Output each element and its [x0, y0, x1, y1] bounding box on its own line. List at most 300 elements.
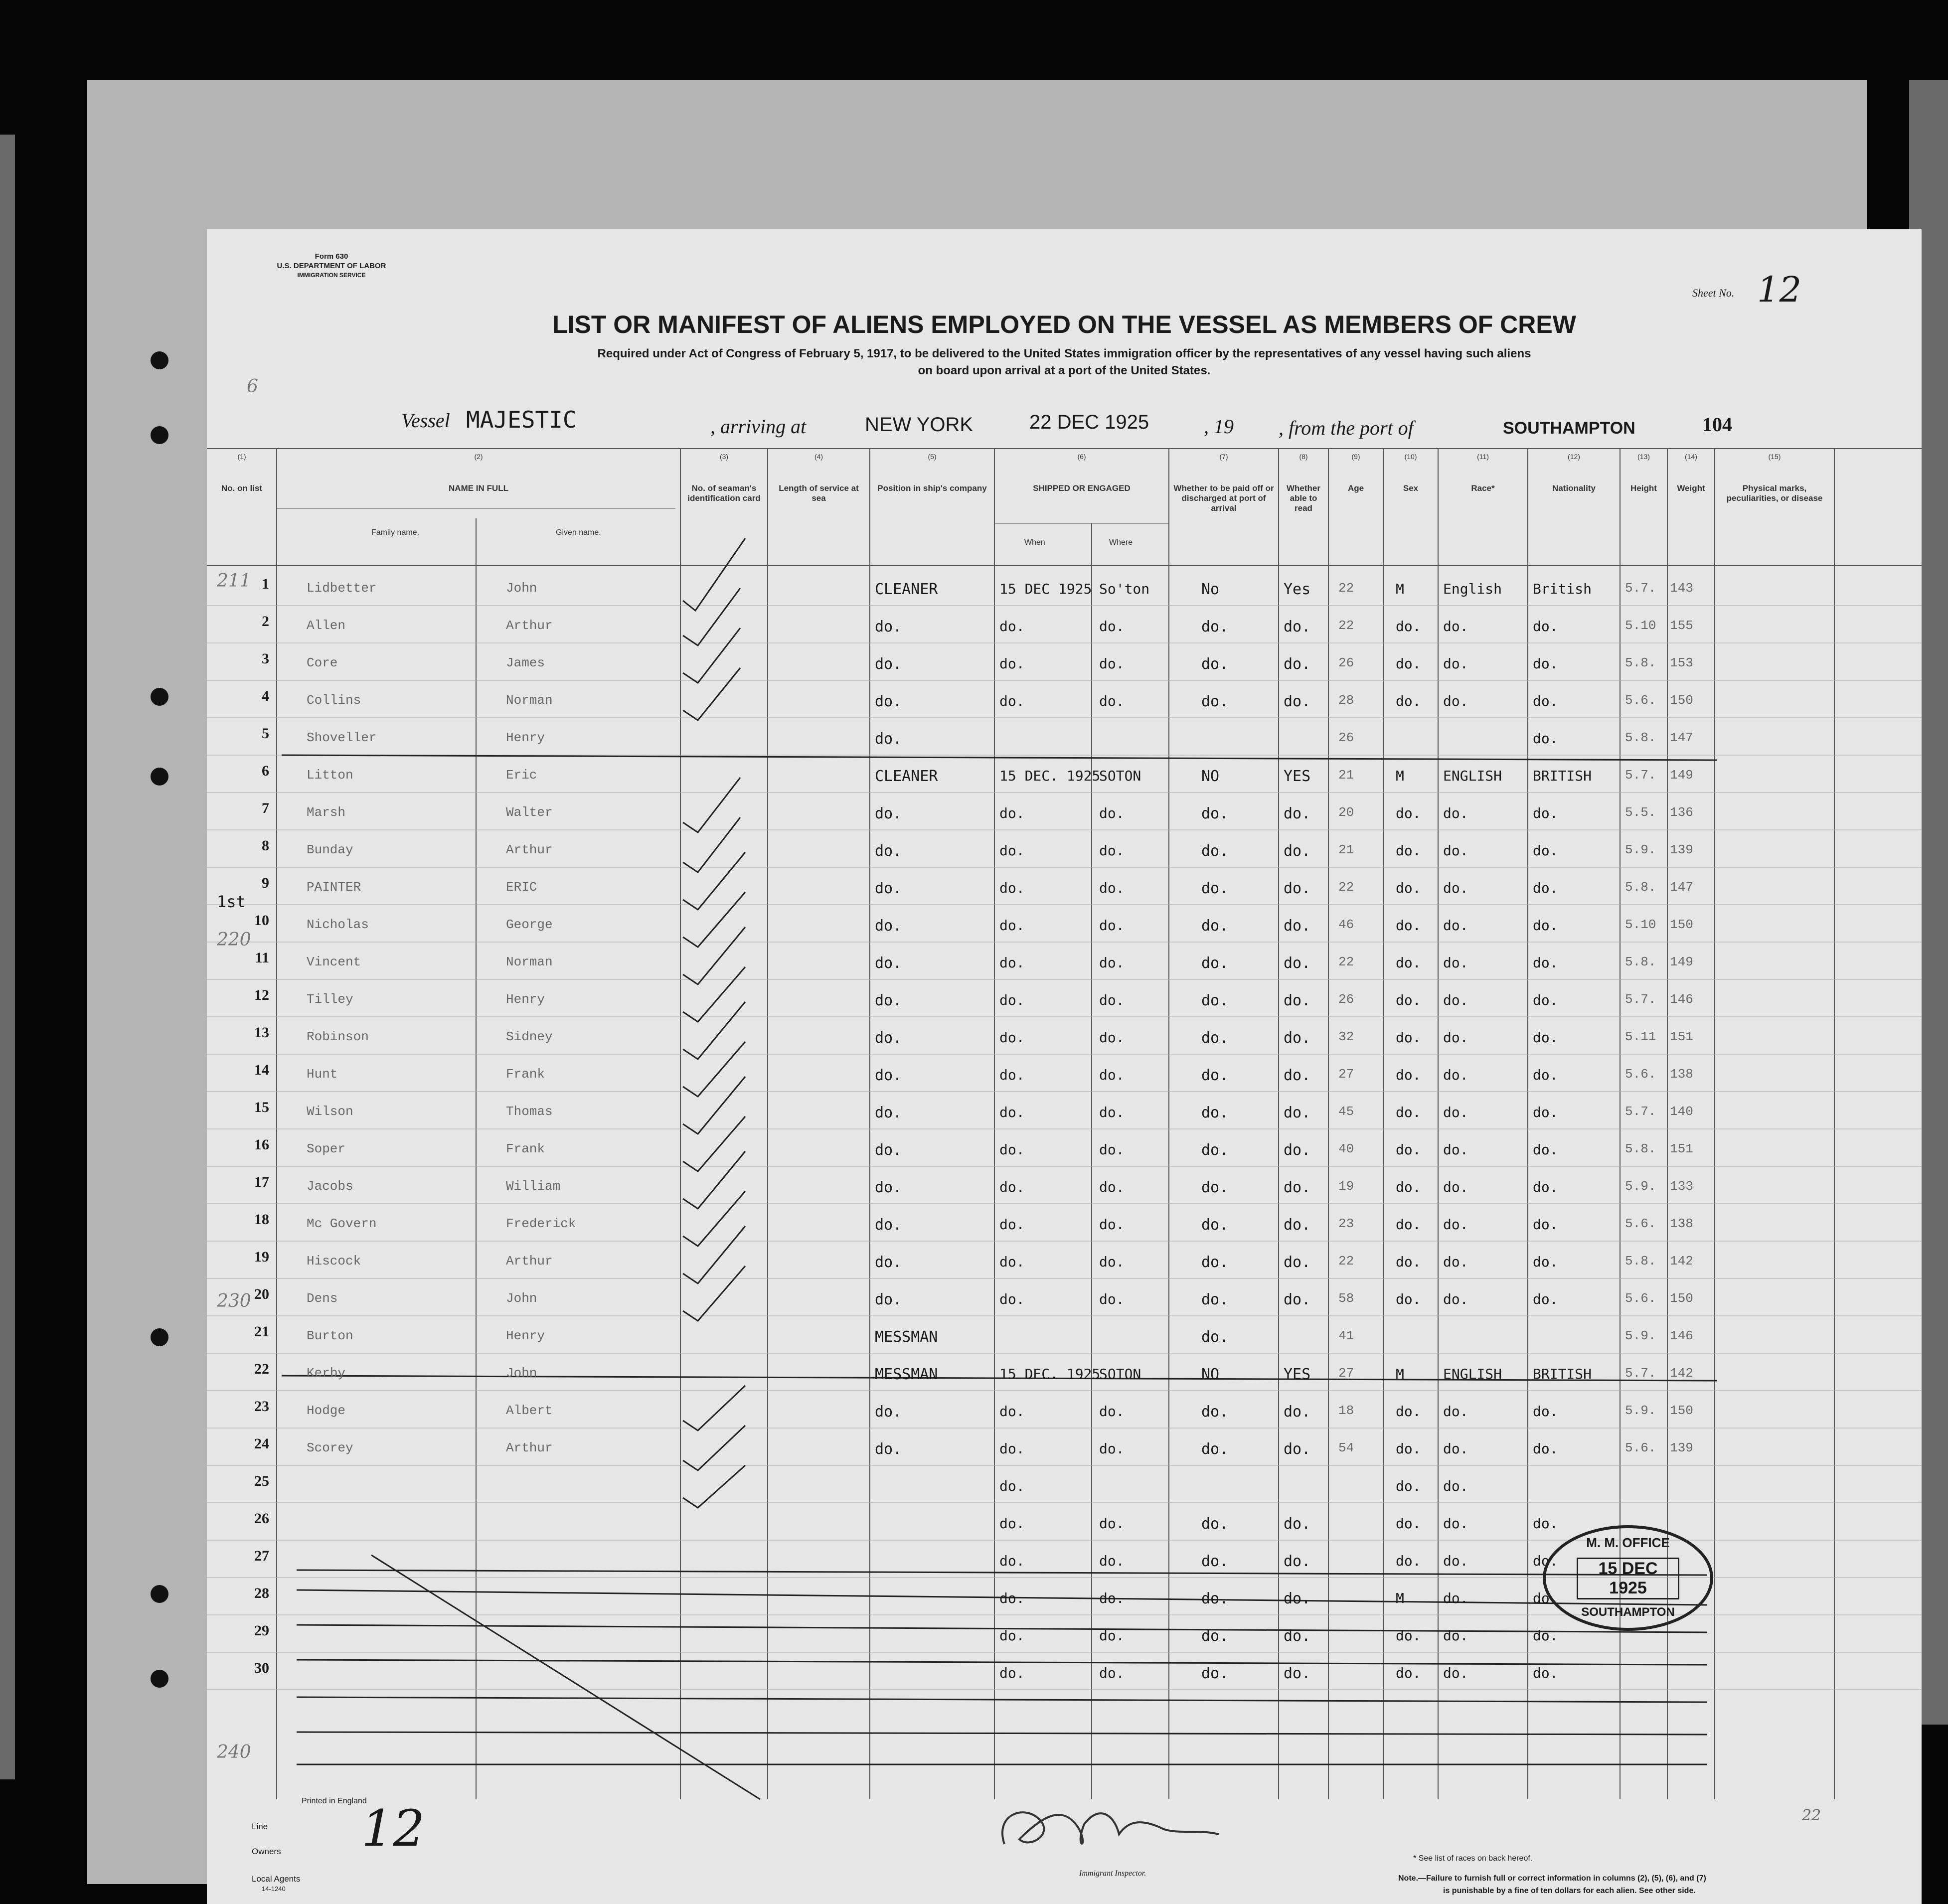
manifest-number: 104 — [1702, 413, 1732, 436]
row-weight: 146 — [1670, 992, 1693, 1007]
row-sex: do. — [1396, 1216, 1421, 1233]
row-race: do. — [1443, 1141, 1468, 1158]
margin-note-first: 1st — [217, 892, 246, 911]
row-age: 20 — [1338, 805, 1354, 820]
row-able-to-read: YES — [1284, 768, 1311, 785]
row-race: do. — [1443, 1067, 1468, 1083]
row-paid-off: do. — [1201, 1291, 1229, 1308]
row-nationality: do. — [1533, 1590, 1558, 1606]
row-nationality: do. — [1533, 805, 1558, 821]
row-sex: do. — [1396, 693, 1421, 709]
row-age: 22 — [1338, 880, 1354, 895]
row-age: 18 — [1338, 1403, 1354, 1418]
races-note: * See list of races on back hereof. — [1413, 1854, 1533, 1863]
row-age: 40 — [1338, 1141, 1354, 1156]
row-family-name: Wilson — [307, 1104, 353, 1119]
row-shipped-where: do. — [1099, 842, 1125, 859]
row-sex: do. — [1396, 1179, 1421, 1195]
column-number: (15) — [1768, 453, 1781, 461]
row-age: 26 — [1338, 730, 1354, 745]
row-family-name: Dens — [307, 1291, 338, 1306]
row-sex: M — [1396, 1590, 1404, 1606]
row-weight: 155 — [1670, 618, 1693, 633]
row-race: do. — [1443, 655, 1468, 672]
row-shipped-where: do. — [1099, 917, 1125, 934]
penalty-note-1: Note.—Failure to furnish full or correct information in columns (2), (5), (6), and (7) — [1398, 1874, 1706, 1883]
row-nationality: do. — [1533, 1515, 1558, 1532]
row-nationality: do. — [1533, 992, 1558, 1008]
row-position: do. — [875, 1029, 902, 1047]
row-height: 5.9. — [1625, 1179, 1656, 1194]
row-shipped-when: do. — [999, 1590, 1025, 1606]
row-nationality: do. — [1533, 842, 1558, 859]
row-able-to-read: do. — [1284, 1067, 1311, 1084]
row-height: 5.8. — [1625, 730, 1656, 745]
row-shipped-where: do. — [1099, 1627, 1125, 1644]
row-given-name: Eric — [506, 768, 537, 783]
row-weight: 142 — [1670, 1366, 1693, 1381]
row-shipped-where: do. — [1099, 1254, 1125, 1270]
row-race: do. — [1443, 1665, 1468, 1681]
row-able-to-read: do. — [1284, 1515, 1311, 1533]
row-height: 5.8. — [1625, 1254, 1656, 1269]
row-nationality: do. — [1533, 1553, 1558, 1569]
row-shipped-when: do. — [999, 1179, 1025, 1195]
row-paid-off: do. — [1201, 1328, 1229, 1346]
row-paid-off: do. — [1201, 1216, 1229, 1234]
printed-in-england: Printed in England — [302, 1797, 367, 1805]
row-height: 5.9. — [1625, 842, 1656, 857]
row-sex: do. — [1396, 1104, 1421, 1120]
row-race: do. — [1443, 1440, 1468, 1457]
row-able-to-read: do. — [1284, 1216, 1311, 1234]
inspector-label: Immigrant Inspector. — [1079, 1869, 1146, 1878]
row-shipped-where: do. — [1099, 1216, 1125, 1233]
margin-note-22: 22 — [1802, 1807, 1821, 1824]
column-number: (13) — [1637, 453, 1650, 461]
row-weight: 149 — [1670, 768, 1693, 783]
column-header: Weight — [1677, 483, 1705, 493]
row-given-name: Arthur — [506, 842, 553, 857]
vessel-label: Vessel — [401, 409, 450, 432]
row-sex: do. — [1396, 1254, 1421, 1270]
row-shipped-where: do. — [1099, 1665, 1125, 1681]
row-position: do. — [875, 954, 902, 972]
row-nationality: do. — [1533, 1440, 1558, 1457]
owners-label: Owners — [252, 1847, 281, 1856]
row-family-name: PAINTER — [307, 880, 361, 895]
inspector-signature — [984, 1784, 1234, 1864]
row-race: do. — [1443, 954, 1468, 971]
row-nationality: do. — [1533, 1291, 1558, 1307]
row-position: do. — [875, 992, 902, 1009]
row-weight: 146 — [1670, 1328, 1693, 1343]
row-paid-off: NO — [1201, 1366, 1220, 1383]
row-number: 28 — [254, 1585, 269, 1601]
row-family-name: Nicholas — [307, 917, 369, 932]
row-family-name: Tilley — [307, 992, 353, 1007]
row-race: do. — [1443, 842, 1468, 859]
row-weight: 150 — [1670, 917, 1693, 932]
row-able-to-read: Yes — [1284, 581, 1311, 598]
row-shipped-when: do. — [999, 1665, 1025, 1681]
row-paid-off: do. — [1201, 1590, 1229, 1607]
row-position: MESSMAN — [875, 1366, 938, 1383]
row-weight: 150 — [1670, 693, 1693, 708]
row-weight: 151 — [1670, 1029, 1693, 1044]
row-paid-off: do. — [1201, 655, 1229, 673]
column-header: Physical marks, peculiarities, or disease — [1726, 483, 1823, 503]
row-shipped-when: do. — [999, 992, 1025, 1008]
row-given-name: Thomas — [506, 1104, 553, 1119]
row-position: do. — [875, 618, 902, 635]
row-shipped-when: do. — [999, 1104, 1025, 1120]
row-age: 26 — [1338, 655, 1354, 670]
row-nationality: do. — [1533, 1665, 1558, 1681]
stamp-top-text: M. M. OFFICE — [1586, 1535, 1670, 1550]
row-number: 9 — [262, 875, 269, 891]
row-sex: do. — [1396, 1665, 1421, 1681]
column-number: (1) — [237, 453, 246, 461]
row-nationality: do. — [1533, 1179, 1558, 1195]
row-given-name: Sidney — [506, 1029, 553, 1044]
row-weight: 143 — [1670, 581, 1693, 596]
row-weight: 151 — [1670, 1141, 1693, 1156]
row-shipped-when: do. — [999, 693, 1025, 709]
column-number: (5) — [928, 453, 937, 461]
row-race: do. — [1443, 880, 1468, 896]
row-family-name: Robinson — [307, 1029, 369, 1044]
row-weight: 149 — [1670, 954, 1693, 969]
family-name-header: Family name. — [371, 528, 420, 537]
row-given-name: John — [506, 581, 537, 596]
row-height: 5.5. — [1625, 805, 1656, 820]
row-shipped-where: do. — [1099, 1141, 1125, 1158]
row-able-to-read: do. — [1284, 880, 1311, 897]
row-shipped-when: do. — [999, 1627, 1025, 1644]
row-paid-off: do. — [1201, 1104, 1229, 1121]
column-header: Whether to be paid off or discharged at port of arrival — [1173, 483, 1274, 513]
row-sex: M — [1396, 581, 1404, 597]
row-shipped-where: SOTON — [1099, 768, 1141, 784]
row-position: MESSMAN — [875, 1328, 938, 1346]
row-shipped-where: do. — [1099, 880, 1125, 896]
departure-port: SOUTHAMPTON — [1503, 419, 1635, 438]
row-sex: do. — [1396, 992, 1421, 1008]
row-nationality: do. — [1533, 618, 1558, 635]
row-number: 12 — [254, 987, 269, 1003]
mm-office-stamp — [1543, 1525, 1713, 1631]
row-height: 5.7. — [1625, 768, 1656, 783]
row-race: do. — [1443, 1478, 1468, 1494]
row-family-name: Hunt — [307, 1067, 338, 1082]
row-nationality: BRITISH — [1533, 1366, 1592, 1382]
row-sex: do. — [1396, 618, 1421, 635]
row-nationality: do. — [1533, 1254, 1558, 1270]
margin-note-230: 230 — [217, 1291, 251, 1311]
row-weight: 139 — [1670, 842, 1693, 857]
row-family-name: Scorey — [307, 1440, 353, 1455]
row-shipped-where: do. — [1099, 805, 1125, 821]
row-race: do. — [1443, 1627, 1468, 1644]
line-label: Line — [252, 1822, 268, 1831]
row-height: 5.7. — [1625, 992, 1656, 1007]
arrival-port: NEW YORK — [865, 414, 974, 436]
row-number: 30 — [254, 1660, 269, 1676]
row-shipped-when: do. — [999, 954, 1025, 971]
row-race: do. — [1443, 618, 1468, 635]
column-number: (6) — [1077, 453, 1086, 461]
row-shipped-where: do. — [1099, 693, 1125, 709]
row-race: English — [1443, 581, 1502, 597]
row-given-name: ERIC — [506, 880, 537, 895]
row-family-name: Marsh — [307, 805, 346, 820]
row-race: do. — [1443, 1216, 1468, 1233]
row-position: do. — [875, 1104, 902, 1121]
row-race: do. — [1443, 992, 1468, 1008]
row-paid-off: do. — [1201, 1029, 1229, 1047]
penalty-note-2: is punishable by a fine of ten dollars for each alien. See other side. — [1443, 1887, 1696, 1895]
row-age: 54 — [1338, 1440, 1354, 1455]
row-nationality: do. — [1533, 954, 1558, 971]
form-number: Form 630 — [315, 252, 348, 261]
punch-hole — [151, 1670, 168, 1688]
row-age: 28 — [1338, 693, 1354, 708]
margin-note-6: 6 — [247, 376, 258, 397]
row-able-to-read: do. — [1284, 1029, 1311, 1047]
row-given-name: Arthur — [506, 1254, 553, 1269]
row-nationality: do. — [1533, 1029, 1558, 1046]
row-paid-off: do. — [1201, 1515, 1229, 1533]
row-nationality: do. — [1533, 1403, 1558, 1420]
row-paid-off: do. — [1201, 1067, 1229, 1084]
row-able-to-read: do. — [1284, 842, 1311, 860]
column-number: (9) — [1351, 453, 1360, 461]
row-height: 5.10 — [1625, 618, 1656, 633]
row-able-to-read: do. — [1284, 992, 1311, 1009]
margin-note-220: 220 — [217, 930, 251, 950]
row-shipped-where: do. — [1099, 1104, 1125, 1120]
row-height: 5.8. — [1625, 954, 1656, 969]
check-marks — [683, 538, 745, 1508]
row-number: 22 — [254, 1361, 269, 1377]
row-able-to-read: do. — [1284, 1590, 1311, 1607]
row-able-to-read: do. — [1284, 1440, 1311, 1458]
row-position: do. — [875, 842, 902, 860]
document-backing — [87, 80, 1867, 1895]
row-number: 19 — [254, 1249, 269, 1265]
row-able-to-read: do. — [1284, 618, 1311, 635]
row-age: 21 — [1338, 842, 1354, 857]
row-given-name: Frederick — [506, 1216, 576, 1231]
punch-hole — [151, 768, 168, 786]
row-height: 5.7. — [1625, 1104, 1656, 1119]
row-shipped-where: do. — [1099, 1291, 1125, 1307]
row-sex: do. — [1396, 1141, 1421, 1158]
row-able-to-read: do. — [1284, 1553, 1311, 1570]
row-shipped-where: do. — [1099, 1067, 1125, 1083]
row-shipped-where: do. — [1099, 655, 1125, 672]
row-age: 22 — [1338, 618, 1354, 633]
column-header: Sex — [1403, 483, 1419, 493]
row-number: 18 — [254, 1211, 269, 1228]
row-race: ENGLISH — [1443, 1366, 1502, 1382]
service-name: IMMIGRATION SERVICE — [297, 272, 366, 279]
punch-hole — [151, 426, 168, 444]
row-race: do. — [1443, 1553, 1468, 1569]
row-shipped-where: do. — [1099, 954, 1125, 971]
row-age: 27 — [1338, 1366, 1354, 1381]
row-shipped-when: do. — [999, 1440, 1025, 1457]
row-sex: do. — [1396, 842, 1421, 859]
row-weight: 147 — [1670, 730, 1693, 745]
column-header: No. on list — [221, 483, 263, 493]
row-position: do. — [875, 1216, 902, 1234]
row-family-name: Litton — [307, 768, 353, 783]
row-age: 26 — [1338, 992, 1354, 1007]
row-sex: M — [1396, 768, 1404, 784]
row-age: 22 — [1338, 581, 1354, 596]
page-title: LIST OR MANIFEST OF ALIENS EMPLOYED ON THE VESSEL AS MEMBERS OF CREW — [552, 311, 1576, 338]
row-age: 46 — [1338, 917, 1354, 932]
row-weight: 138 — [1670, 1216, 1693, 1231]
row-shipped-where: do. — [1099, 1515, 1125, 1532]
row-shipped-when: do. — [999, 1067, 1025, 1083]
row-sex: do. — [1396, 1440, 1421, 1457]
row-shipped-when: do. — [999, 805, 1025, 821]
row-race: do. — [1443, 1104, 1468, 1120]
handwritten-sheet-no: 12 — [361, 1799, 425, 1858]
row-family-name: Collins — [307, 693, 361, 708]
row-given-name: John — [506, 1291, 537, 1306]
row-sex: do. — [1396, 1403, 1421, 1420]
row-nationality: do. — [1533, 917, 1558, 934]
row-number: 20 — [254, 1286, 269, 1302]
row-sex: do. — [1396, 1515, 1421, 1532]
row-able-to-read: do. — [1284, 1254, 1311, 1271]
row-paid-off: do. — [1201, 880, 1229, 897]
row-sex: do. — [1396, 1627, 1421, 1644]
department-name: U.S. DEPARTMENT OF LABOR — [277, 262, 386, 270]
column-header: Nationality — [1552, 483, 1596, 493]
from-port-label: , from the port of — [1279, 417, 1414, 439]
column-header: No. of seaman's identification card — [687, 483, 761, 503]
row-given-name: Albert — [506, 1403, 553, 1418]
row-paid-off: do. — [1201, 954, 1229, 972]
row-weight: 136 — [1670, 805, 1693, 820]
row-number: 11 — [255, 950, 269, 966]
row-shipped-when: do. — [999, 880, 1025, 896]
row-given-name: James — [506, 655, 545, 670]
row-number: 6 — [262, 763, 269, 779]
row-able-to-read: do. — [1284, 1665, 1311, 1682]
row-position: do. — [875, 1254, 902, 1271]
left-adjacent-page — [0, 135, 15, 1779]
row-paid-off: do. — [1201, 842, 1229, 860]
row-able-to-read: do. — [1284, 1141, 1311, 1159]
row-family-name: Jacobs — [307, 1179, 353, 1194]
row-height: 5.9. — [1625, 1403, 1656, 1418]
row-number: 26 — [254, 1510, 269, 1527]
sheet-number: 12 — [1757, 269, 1802, 310]
row-family-name: Shoveller — [307, 730, 377, 745]
row-given-name: Henry — [506, 730, 545, 745]
row-weight: 139 — [1670, 1440, 1693, 1455]
row-height: 5.10 — [1625, 917, 1656, 932]
row-shipped-when: do. — [999, 842, 1025, 859]
subtitle-line-1: Required under Act of Congress of February 5, 1917, to be delivered to the United States immigration officer by the representatives of any vessel having such aliens — [597, 347, 1531, 360]
row-shipped-where: do. — [1099, 1590, 1125, 1606]
row-number: 27 — [254, 1548, 269, 1564]
row-given-name: Arthur — [506, 618, 553, 633]
row-paid-off: do. — [1201, 1179, 1229, 1196]
row-able-to-read: do. — [1284, 655, 1311, 673]
vessel-name: MAJESTIC — [466, 406, 577, 433]
column-header: Age — [1347, 483, 1364, 493]
row-number: 4 — [262, 688, 269, 704]
row-height: 5.6. — [1625, 1440, 1656, 1455]
row-number: 10 — [254, 912, 269, 929]
column-header: Length of service at sea — [779, 483, 859, 503]
row-height: 5.6. — [1625, 1216, 1656, 1231]
row-able-to-read: do. — [1284, 917, 1311, 935]
row-able-to-read: do. — [1284, 693, 1311, 710]
row-position: do. — [875, 655, 902, 673]
row-able-to-read: do. — [1284, 1627, 1311, 1645]
row-sex: do. — [1396, 1029, 1421, 1046]
row-nationality: BRITISH — [1533, 768, 1592, 784]
row-position: do. — [875, 730, 902, 748]
punch-hole — [151, 688, 168, 706]
row-shipped-where: do. — [1099, 1029, 1125, 1046]
form-code: 14-1240 — [262, 1885, 286, 1893]
row-family-name: Kerby — [307, 1366, 346, 1381]
arrival-date: 22 DEC 1925 — [1029, 411, 1149, 433]
margin-note-240: 240 — [217, 1742, 251, 1762]
row-height: 5.7. — [1625, 581, 1656, 596]
row-able-to-read: do. — [1284, 954, 1311, 972]
row-position: do. — [875, 1067, 902, 1084]
row-nationality: do. — [1533, 1141, 1558, 1158]
row-number: 3 — [262, 650, 269, 667]
row-nationality: do. — [1533, 655, 1558, 672]
row-paid-off: do. — [1201, 618, 1229, 635]
row-sex: do. — [1396, 917, 1421, 934]
row-nationality: do. — [1533, 693, 1558, 709]
row-position: do. — [875, 1403, 902, 1421]
column-number: (3) — [719, 453, 729, 461]
row-weight: 150 — [1670, 1403, 1693, 1418]
row-position: do. — [875, 1179, 902, 1196]
row-number: 25 — [254, 1473, 269, 1489]
row-paid-off: do. — [1201, 1440, 1229, 1458]
column-number: (2) — [474, 453, 483, 461]
row-sex: do. — [1396, 1067, 1421, 1083]
row-family-name: Burton — [307, 1328, 353, 1343]
sheet-label: Sheet No. — [1692, 287, 1735, 299]
row-race: do. — [1443, 1179, 1468, 1195]
row-family-name: Core — [307, 655, 338, 670]
row-number: 13 — [254, 1024, 269, 1041]
row-shipped-when: 15 DEC. 1925 — [999, 768, 1101, 784]
row-able-to-read: do. — [1284, 1104, 1311, 1121]
row-sex: do. — [1396, 1478, 1421, 1494]
punch-hole — [151, 1328, 168, 1346]
column-header: NAME IN FULL — [449, 483, 508, 493]
row-position: do. — [875, 917, 902, 935]
row-shipped-where: So'ton — [1099, 581, 1150, 597]
column-header: Whether able to read — [1287, 483, 1320, 513]
